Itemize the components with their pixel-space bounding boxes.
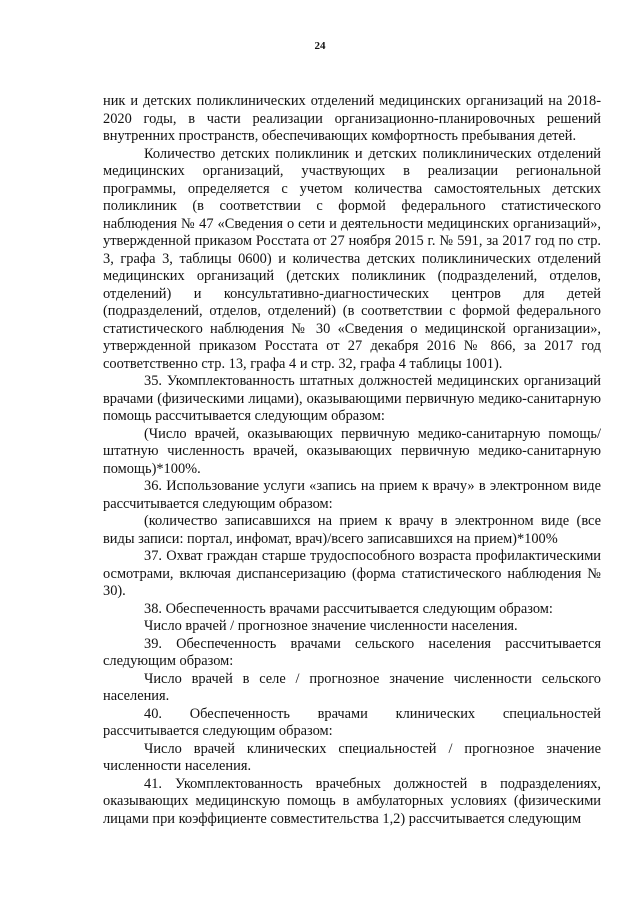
paragraph-continuation: ник и детских поликлинических отделений медицинских организаций на 2018-2020 годы, в части реализации организационно-планировочных решений внутренних пространств, обеспечивающих комфортность пребывания детей. <box>103 93 601 144</box>
paragraph-item-36: 36. Использование услуги «запись на прием к врачу» в электронном виде рассчитывается следующим образом: <box>103 478 601 512</box>
paragraph-item-37: 37. Охват граждан старше трудоспособного возраста профилактическими осмотрами, включая диспансеризацию (форма статистического наблюдения № 30). <box>103 548 601 599</box>
paragraph-item-35: 35. Укомплектованность штатных должностей медицинских организаций врачами (физическими лицами), оказывающими первичную медико-санитарную помощь рассчитывается следующим образом: <box>103 373 601 424</box>
paragraph-item-41: 41. Укомплектованность врачебных должностей в подразделениях, оказывающих медицинскую помощь в амбулаторных условиях (физическими лицами при коэффициенте совместительства 1,2) рассчитывается следующим <box>103 775 601 827</box>
body-text <box>103 93 601 828</box>
page-number: 24 <box>314 40 326 52</box>
formula-item-39: Число врачей в селе / прогнозное значение численности сельского населения. <box>103 670 601 704</box>
paragraph-item-40: 40. Обеспеченность врачами клинических специальностей рассчитывается следующим образом: <box>103 705 601 739</box>
paragraph-item-39: 39. Обеспеченность врачами сельского населения рассчитывается следующим образом: <box>103 635 601 669</box>
paragraph-clinic-count: Количество детских поликлиник и детских поликлинических отделений медицинских организаций, участвующих в реализации региональной программы, определяется с учетом количества самостоятельных детских поликлиник (в соответствии с формой федерального статистического наблюдения № 47 «Сведения о сети и деятельности медицинских организаций», утвержденной приказом Росстата от 27 ноября 2015 г. № 591, за 2017 год по стр. 3, графа 3, таблицы 0600) и количества детских поликлинических отделений медицинских организаций (детских поликлиник (подразделений, отделов, отделений) и консультативно-диагностических центров для детей (подразделений, отделов, отделений) (в соответствии с формой федерального статистического наблюдения № 30 «Сведения о медицинской организации», утвержденной приказом Росстата от 27 декабря 2016 № 866, за 2017 год соответственно стр. 13, графа 4 и стр. 32, графа 4 таблицы 1001). <box>103 145 601 372</box>
paragraph-item-38: 38. Обеспеченность врачами рассчитывается следующим образом: <box>144 600 553 617</box>
formula-item-38: Число врачей / прогнозное значение численности населения. <box>144 618 518 634</box>
formula-item-40: Число врачей клинических специальностей / прогнозное значение численности населения. <box>103 740 601 774</box>
formula-item-36: (количество записавшихся на прием к врачу в электронном виде (все виды записи: портал, инфомат, врач)/всего записавшихся на прием)*100% <box>103 513 601 547</box>
formula-item-35: (Число врачей, оказывающих первичную медико-санитарную помощь/ штатную численность врачей, оказывающих первичную медико-санитарную помощь)*100%. <box>103 425 601 477</box>
